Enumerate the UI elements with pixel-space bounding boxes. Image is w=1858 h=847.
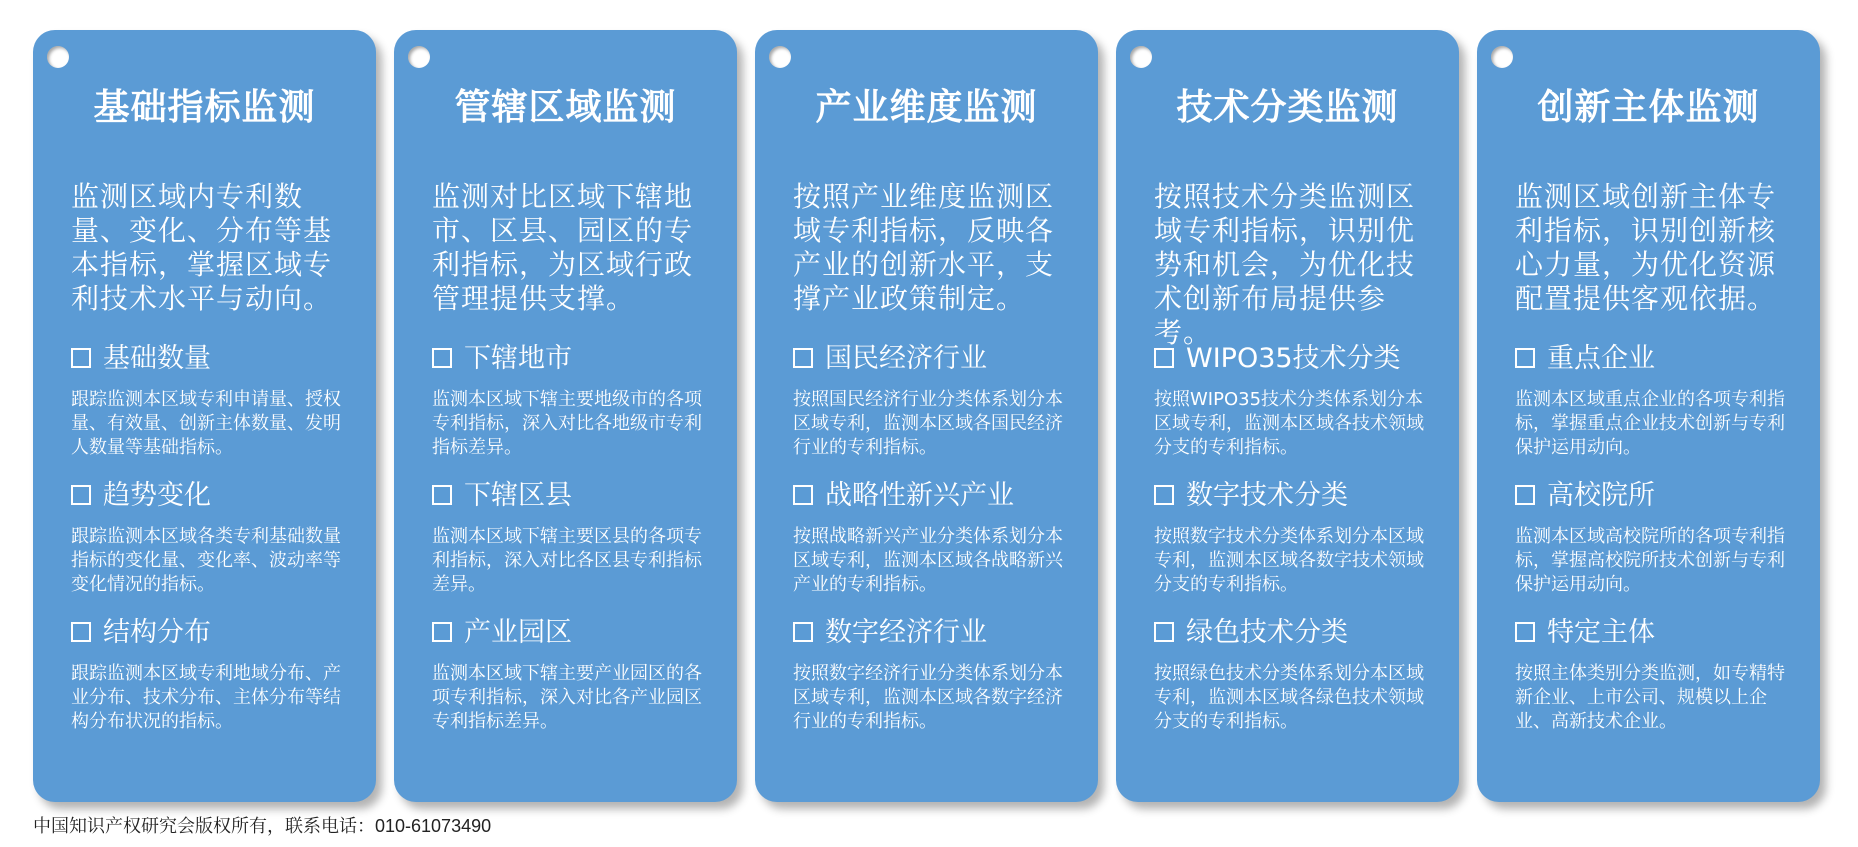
checkbox-icon	[793, 622, 813, 642]
card-hole-icon	[1130, 46, 1152, 68]
card-title: 管辖区域监测	[454, 87, 677, 128]
card-title: 基础指标监测	[93, 87, 316, 128]
card-technology	[1116, 30, 1459, 802]
item-label: 结构分布	[103, 617, 211, 648]
card-jurisdiction	[394, 30, 737, 802]
checkbox-icon	[1515, 622, 1535, 642]
checkbox-icon	[71, 348, 91, 368]
checkbox-icon	[793, 485, 813, 505]
item-label: 绿色技术分类	[1186, 617, 1348, 648]
item-description: 监测本区域下辖主要地级市的各项专利指标，深入对比各地级市专利指标差异。	[432, 389, 702, 458]
checkbox-icon	[1154, 485, 1174, 505]
card-hole-icon	[1491, 46, 1513, 68]
item-label: 下辖地市	[464, 343, 572, 374]
item-description: 按照WIPO35技术分类体系划分本区域专利，监测本区域各技术领域分支的专利指标。	[1154, 389, 1424, 458]
card-title: 技术分类监测	[1176, 87, 1399, 128]
item-heading	[1154, 479, 1444, 513]
item-description: 按照绿色技术分类体系划分本区域专利，监测本区域各绿色技术领域分支的专利指标。	[1154, 663, 1424, 732]
card-title: 创新主体监测	[1537, 87, 1760, 128]
item-label: 产业园区	[464, 617, 572, 648]
item-description: 监测本区域高校院所的各项专利指标，掌握高校院所技术创新与专利保护运用动向。	[1515, 526, 1785, 595]
checkbox-icon	[71, 622, 91, 642]
item-description: 按照数字技术分类体系划分本区域专利，监测本区域各数字技术领域分支的专利指标。	[1154, 526, 1424, 595]
item-label: 基础数量	[103, 343, 211, 374]
item-heading	[71, 479, 361, 513]
card-basic-indicators	[33, 30, 376, 802]
item-label: 重点企业	[1547, 343, 1655, 374]
item-label: WIPO35技术分类	[1186, 343, 1401, 374]
item-description: 跟踪监测本区域专利申请量、授权量、有效量、创新主体数量、发明人数量等基础指标。	[71, 389, 341, 458]
item-description: 监测本区域重点企业的各项专利指标，掌握重点企业技术创新与专利保护运用动向。	[1515, 389, 1785, 458]
card-hole-icon	[408, 46, 430, 68]
card-description: 监测对比区域下辖地市、区县、园区的专利指标，为区域行政管理提供支撑。	[432, 180, 694, 315]
card-hole-icon	[47, 46, 69, 68]
item-label: 数字技术分类	[1186, 480, 1348, 511]
item-heading	[793, 616, 1083, 650]
item-label: 下辖区县	[464, 480, 572, 511]
item-heading	[71, 342, 361, 376]
card-title: 产业维度监测	[815, 87, 1038, 128]
item-label: 国民经济行业	[825, 343, 987, 374]
item-heading	[1515, 616, 1805, 650]
item-heading	[432, 342, 722, 376]
item-description: 跟踪监测本区域专利地域分布、产业分布、技术分布、主体分布等结构分布状况的指标。	[71, 663, 341, 732]
item-description: 监测本区域下辖主要区县的各项专利指标，深入对比各区县专利指标差异。	[432, 526, 702, 595]
item-description: 监测本区域下辖主要产业园区的各项专利指标，深入对比各产业园区专利指标差异。	[432, 663, 702, 732]
item-description: 按照国民经济行业分类体系划分本区域专利，监测本区域各国民经济行业的专利指标。	[793, 389, 1063, 458]
item-description: 按照战略新兴产业分类体系划分本区域专利，监测本区域各战略新兴产业的专利指标。	[793, 526, 1063, 595]
card-industry	[755, 30, 1098, 802]
item-label: 数字经济行业	[825, 617, 987, 648]
item-label: 高校院所	[1547, 480, 1655, 511]
item-heading	[793, 479, 1083, 513]
checkbox-icon	[71, 485, 91, 505]
checkbox-icon	[432, 622, 452, 642]
item-label: 趋势变化	[103, 480, 211, 511]
card-description: 按照技术分类监测区域专利指标，识别优势和机会，为优化技术创新布局提供参考。	[1154, 180, 1416, 349]
card-innovation-entity	[1477, 30, 1820, 802]
item-heading	[793, 342, 1083, 376]
checkbox-icon	[432, 485, 452, 505]
checkbox-icon	[793, 348, 813, 368]
item-label: 特定主体	[1547, 617, 1655, 648]
item-heading	[1515, 479, 1805, 513]
card-description: 监测区域创新主体专利指标，识别创新核心力量，为优化资源配置提供客观依据。	[1515, 180, 1777, 315]
copyright-footer: 中国知识产权研究会版权所有，联系电话：010-61073490	[33, 816, 492, 836]
item-description: 按照主体类别分类监测，如专精特新企业、上市公司、规模以上企业、高新技术企业。	[1515, 663, 1785, 732]
item-heading	[71, 616, 361, 650]
item-description: 跟踪监测本区域各类专利基础数量指标的变化量、变化率、波动率等变化情况的指标。	[71, 526, 341, 595]
item-label: 战略性新兴产业	[825, 480, 1014, 511]
item-heading	[1154, 342, 1444, 376]
item-heading	[1154, 616, 1444, 650]
checkbox-icon	[1515, 348, 1535, 368]
card-hole-icon	[769, 46, 791, 68]
item-heading	[1515, 342, 1805, 376]
item-description: 按照数字经济行业分类体系划分本区域专利，监测本区域各数字经济行业的专利指标。	[793, 663, 1063, 732]
checkbox-icon	[1154, 622, 1174, 642]
checkbox-icon	[1515, 485, 1535, 505]
item-heading	[432, 479, 722, 513]
checkbox-icon	[432, 348, 452, 368]
checkbox-icon	[1154, 348, 1174, 368]
item-heading	[432, 616, 722, 650]
card-description: 监测区域内专利数量、变化、分布等基本指标，掌握区域专利技术水平与动向。	[71, 180, 333, 315]
card-description: 按照产业维度监测区域专利指标，反映各产业的创新水平，支撑产业政策制定。	[793, 180, 1055, 315]
